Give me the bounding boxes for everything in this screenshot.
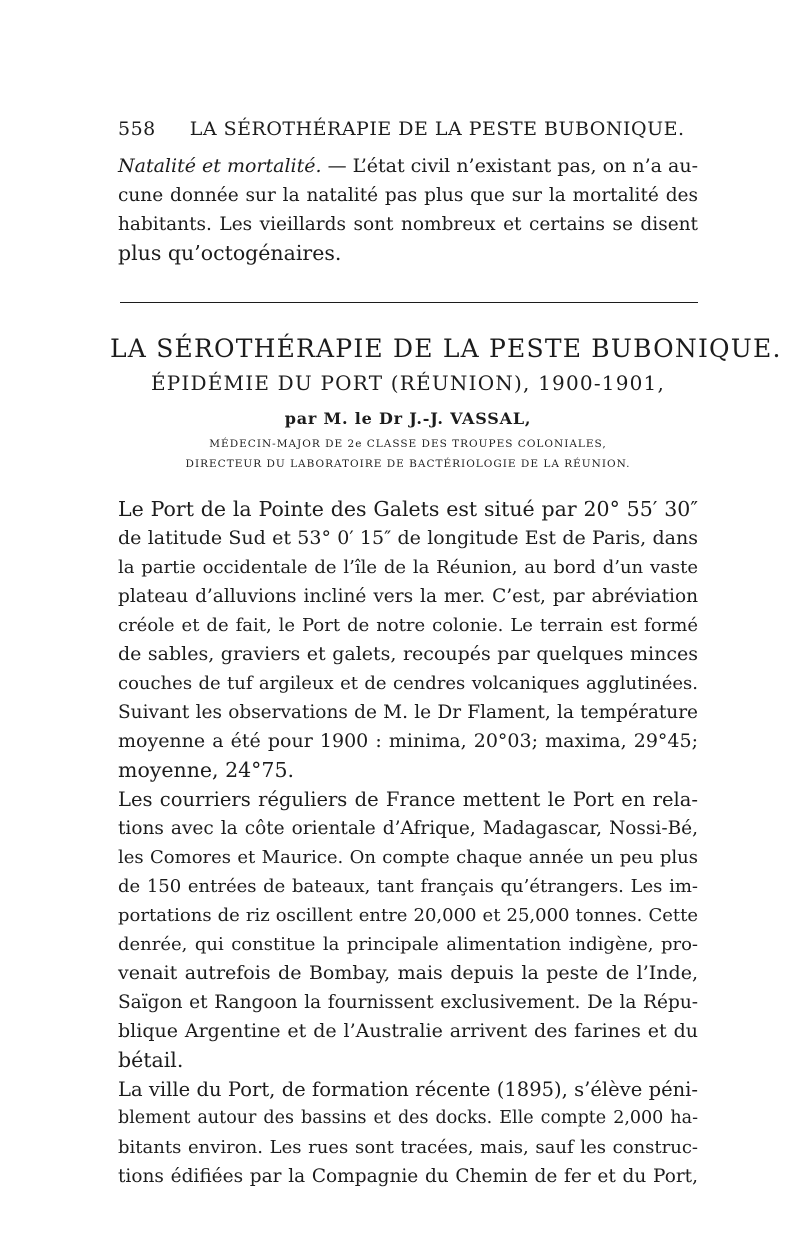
running-head	[118, 118, 698, 140]
article-subtitle: ÉPIDÉMIE DU PORT (RÉUNION), 1900-1901,	[150, 371, 666, 395]
article-author: par M. le Dr J.-J. VASSAL,	[284, 409, 532, 428]
body-line: portations de riz oscillent entre 20,000 et 25,000 tonnes. Cette	[118, 905, 698, 926]
intro-paragraph	[118, 152, 698, 268]
body-line: de sables, graviers et galets, recoupés par quelques minces	[118, 643, 698, 665]
page-number: 558	[118, 118, 156, 140]
body-line: bétail.	[118, 1048, 184, 1072]
body-line: les Comores et Maurice. On compte chaque année un peu plus	[118, 847, 698, 868]
intro-lead: Natalité et mortalité.	[118, 155, 322, 177]
intro-line: cune donnée sur la natalité pas plus que sur la mortalité des	[118, 185, 698, 206]
running-head-title: LA SÉROTHÉRAPIE DE LA PESTE BUBONIQUE.	[189, 118, 685, 140]
body-line: moyenne a été pour 1900 : minima, 20°03; maxima, 29°45;	[118, 730, 698, 752]
intro-line: plus qu’octogénaires.	[118, 241, 342, 265]
intro-line-text: — L’état civil n’existant pas, on n’a au-	[321, 155, 699, 177]
body-line: blement autour des bassins et des docks. Elle compte 2,000 ha-	[118, 1108, 698, 1128]
body-line: de 150 entrées de bateaux, tant français qu’étrangers. Les im-	[118, 876, 698, 897]
body-line: créole et de fait, le Port de notre colonie. Le terrain est formé	[118, 615, 698, 636]
body-line: tions édifiées par la Compagnie du Chemin de fer et du Port,	[118, 1166, 698, 1187]
body-line: Suivant les observations de M. le Dr Flament, la température	[118, 702, 698, 723]
body-line: Le Port de la Pointe des Galets est situé par 20° 55′ 30″	[118, 497, 698, 521]
author-affiliation-2: DIRECTEUR DU LABORATOIRE DE BACTÉRIOLOGIE DE LA RÉUNION.	[185, 458, 631, 470]
intro-line	[118, 152, 698, 181]
body-line: la partie occidentale de l’île de la Réunion, au bord d’un vaste	[118, 557, 698, 578]
body-line: couches de tuf argileux et de cendres volcaniques agglutinées.	[118, 673, 698, 694]
body-line: tions avec la côte orientale d’Afrique, Madagascar, Nossi-Bé,	[118, 818, 698, 839]
body-line: Les courriers réguliers de France mettent le Port en rela-	[118, 788, 698, 811]
intro-line: habitants. Les vieillards sont nombreux et certains se disent	[118, 214, 698, 235]
section-rule	[120, 302, 698, 303]
body-line: blique Argentine et de l’Australie arrivent des farines et du	[118, 1020, 698, 1042]
body-line: de latitude Sud et 53° 0′ 15″ de longitude Est de Paris, dans	[118, 527, 698, 549]
body-line: Saïgon et Rangoon la fournissent exclusivement. De la Répu-	[118, 992, 698, 1013]
body-line: plateau d’alluvions incliné vers la mer. C’est, par abréviation	[118, 586, 698, 607]
body-line: bitants environ. Les rues sont tracées, mais, sauf les construc-	[118, 1137, 698, 1158]
body-line: moyenne, 24°75.	[118, 758, 295, 782]
author-affiliation-1: MÉDECIN-MAJOR DE 2e CLASSE DES TROUPES COLONIALES,	[209, 438, 607, 450]
article-title: LA SÉROTHÉRAPIE DE LA PESTE BUBONIQUE.	[110, 334, 782, 363]
article-body	[118, 495, 698, 1191]
body-line: La ville du Port, de formation récente (1895), s’élève péni-	[118, 1078, 698, 1101]
body-line: venait autrefois de Bombay, mais depuis la peste de l’Inde,	[118, 962, 698, 984]
body-line: denrée, qui constitue la principale alimentation indigène, pro-	[118, 934, 698, 955]
